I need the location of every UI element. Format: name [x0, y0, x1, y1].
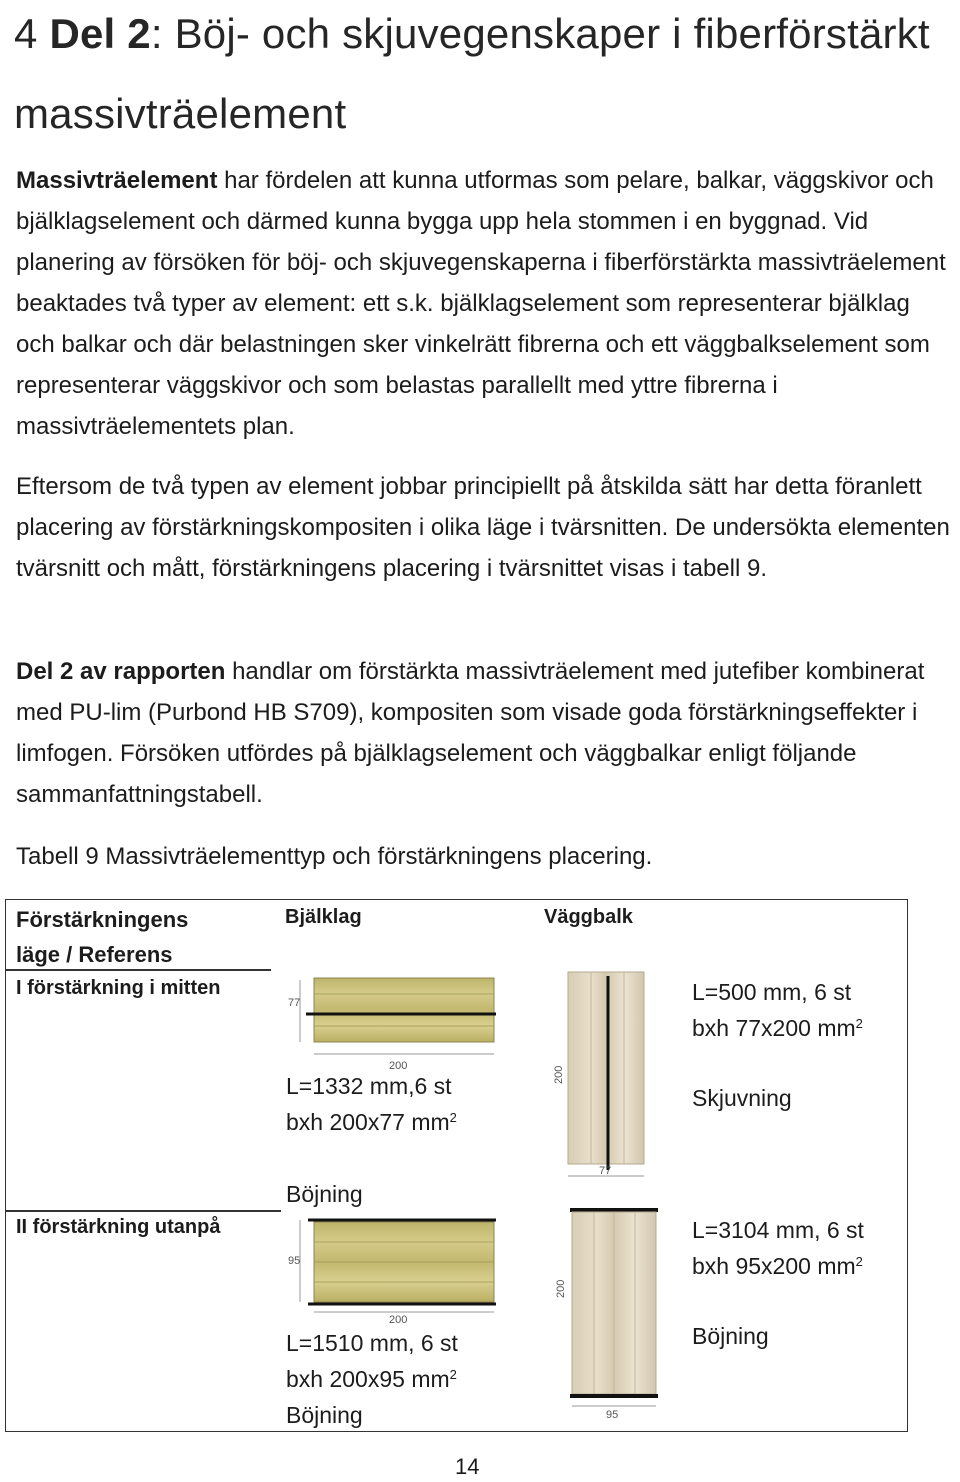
wood-block: [314, 978, 494, 1042]
section-heading: [14, 0, 944, 154]
row2-bjalklag-sup: 2: [449, 1367, 457, 1382]
row1-bjalklag-line1: L=1332 mm,6 st: [286, 1073, 452, 1099]
row1-bjalklag-section-drawing: [286, 974, 506, 1074]
header-vaggbalk: Väggbalk: [544, 906, 633, 928]
row2-bjalklag-line2: [286, 1361, 458, 1397]
paragraph-3: [16, 651, 951, 815]
paragraph-1-text: har fördelen att kunna utformas som pelare, balkar, väggskivor och bjälklagselement och därmed kunna bygga upp hela stommen i en byggnad. Vid planering av försöken för böj- och skjuvegenskaperna i fiberförstärkta massivträelement beaktades två typer av element: ett s.k. bjälklagselement som representerar bjälklag och balkar och där belastningen sker vinkelrätt fibrerna och ett väggbalkselement som representerar väggskivor och som belastas parallellt med yttre fibrerna i massivträelementets plan.: [16, 167, 946, 440]
paragraph-3-text: handlar om förstärkta massivträelement med jutefiber kombinerat med PU-lim (Purbond HB S709), kompositen som visade goda förstärkningseffekter i limfogen. Försöken utfördes på bjälklagselement och väggbalkar enligt följande sammanfattningstabell.: [16, 658, 925, 808]
wood-block: [568, 972, 644, 1164]
paragraph-1-bold: Massivträelement: [16, 167, 218, 194]
summary-table: [5, 899, 908, 1432]
dim-label-width: 200: [389, 1314, 408, 1326]
row1-bjalklag-sup: 2: [449, 1110, 457, 1125]
heading-number: 4: [14, 10, 38, 57]
page-number: 14: [455, 1454, 480, 1479]
dim-label-height: 77: [288, 997, 301, 1009]
row2-label: II förstärkning utanpå: [16, 1216, 221, 1238]
row1-bjalklag-info: [286, 1068, 457, 1140]
dim-label-height: 200: [553, 1065, 565, 1084]
table-caption: Tabell 9 Massivträelementtyp och förstärkningens placering.: [16, 843, 653, 870]
paragraph-3-bold: Del 2 av rapporten: [16, 658, 226, 685]
heading-rest: : Böj- och skjuvegenskaper i fiberförstärkt massivträelement: [14, 10, 930, 137]
row2-vagg-sup: 2: [855, 1254, 863, 1269]
row1-vagg-section-drawing: [546, 970, 656, 1185]
row1-label: I förstärkning i mitten: [16, 977, 221, 999]
row2-bjalklag-dim: bxh 200x95 mm: [286, 1366, 450, 1392]
header-bjalklag: Bjälklag: [285, 906, 362, 928]
row2-vagg-load: Böjning: [692, 1323, 769, 1349]
row1-vagg-sup: 2: [855, 1016, 863, 1031]
header-col1-line2: läge / Referens: [16, 942, 173, 967]
row1-vagg-line1: L=500 mm, 6 st: [692, 979, 852, 1005]
row1-vagg-dim: bxh 77x200 mm: [692, 1015, 856, 1041]
header-col1: [16, 902, 188, 972]
row1-vagg-info: [692, 974, 863, 1046]
dim-label-width: 95: [606, 1409, 619, 1421]
row2-vagg-line1: L=3104 mm, 6 st: [692, 1217, 864, 1243]
row2-vagg-dim: bxh 95x200 mm: [692, 1253, 856, 1279]
paragraph-1: [16, 160, 951, 447]
header-col1-line1: Förstärkningens: [16, 907, 189, 932]
dim-label-width: 77: [599, 1165, 612, 1177]
row1-bjalklag-load: Böjning: [286, 1181, 363, 1207]
heading-bold: Del 2: [49, 10, 151, 57]
row1-vagg-load: Skjuvning: [692, 1085, 792, 1111]
row2-vagg-section-drawing: [546, 1206, 666, 1424]
row1-vagg-line2: [692, 1010, 863, 1046]
row1-bjalklag-dim: bxh 200x77 mm: [286, 1109, 450, 1135]
row2-vagg-line2: [692, 1248, 864, 1284]
paragraph-2-text: Eftersom de två typen av element jobbar principiellt på åtskilda sätt har detta föranlett placering av förstärkningskompositen i olika läge i tvärsnitten. De undersökta elementen tvärsnitt och mått, förstärkningens placering i tvärsnittet visas i tabell 9.: [16, 473, 950, 582]
dim-label-width: 200: [389, 1060, 408, 1072]
row2-bjalklag-load: Böjning: [286, 1402, 363, 1428]
row1-bjalklag-line2: [286, 1104, 457, 1140]
dim-label-height: 95: [288, 1255, 301, 1267]
row2-bjalklag-line1: L=1510 mm, 6 st: [286, 1330, 458, 1356]
row2-bjalklag-info: [286, 1325, 458, 1433]
row2-bjalklag-section-drawing: [286, 1212, 506, 1324]
row2-vagg-info: [692, 1212, 864, 1284]
paragraph-2: [16, 466, 951, 589]
dim-label-height: 200: [555, 1279, 567, 1298]
